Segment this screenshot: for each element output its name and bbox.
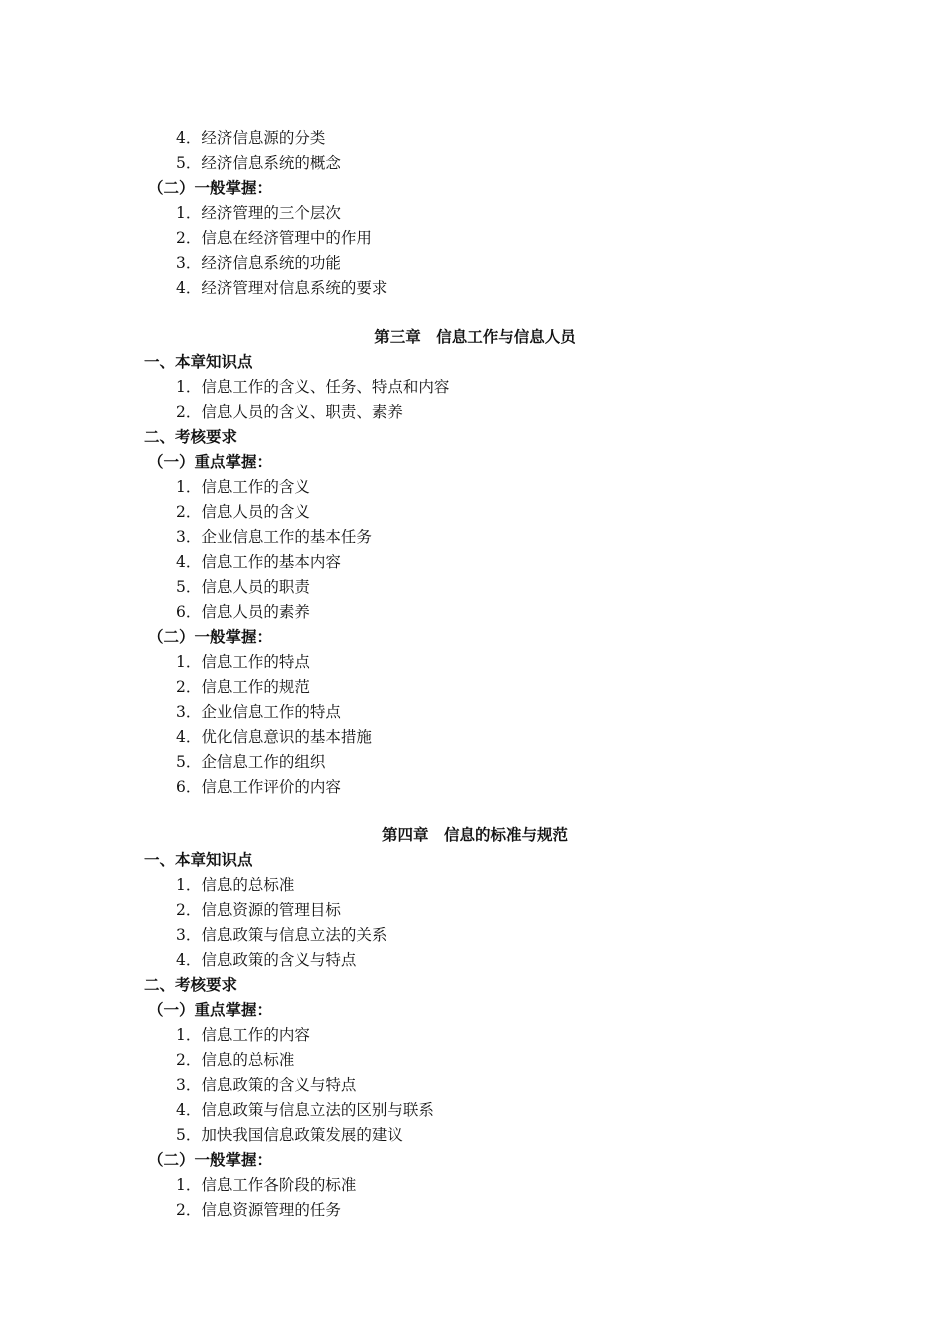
list-item: 3．信息政策与信息立法的关系	[176, 926, 388, 944]
list-item: 2．信息资源的管理目标	[176, 901, 341, 919]
general-mastery-heading: （二）一般掌握：	[148, 627, 273, 646]
list-item: 1．信息工作的内容	[176, 1026, 310, 1044]
list-item: 1．信息工作的特点	[176, 653, 310, 671]
list-item: 2．信息在经济管理中的作用	[176, 229, 372, 247]
list-item: 1．经济管理的三个层次	[176, 204, 341, 222]
requirements-heading: 二、考核要求	[144, 427, 238, 446]
list-item: 1．信息工作的含义、任务、特点和内容	[176, 378, 450, 396]
requirements-heading: 二、考核要求	[144, 975, 238, 994]
list-item: 5．经济信息系统的概念	[176, 154, 341, 172]
general-mastery-heading: （二）一般掌握：	[148, 178, 273, 197]
knowledge-points-heading: 一、本章知识点	[144, 352, 253, 371]
list-item: 1．信息工作各阶段的标准	[176, 1176, 357, 1194]
list-item: 2．信息资源管理的任务	[176, 1201, 341, 1219]
list-item: 4．经济信息源的分类	[176, 129, 326, 147]
list-item: 5．加快我国信息政策发展的建议	[176, 1126, 403, 1144]
key-mastery-heading: （一）重点掌握：	[148, 1000, 273, 1019]
list-item: 3．信息政策的含义与特点	[176, 1076, 357, 1094]
list-item: 6．信息工作评价的内容	[176, 778, 341, 796]
list-item: 5．企信息工作的组织	[176, 753, 326, 771]
chapter-title: 第三章 信息工作与信息人员	[374, 327, 576, 346]
list-item: 4．信息工作的基本内容	[176, 553, 341, 571]
list-item: 1．信息的总标准	[176, 876, 295, 894]
list-item: 2．信息人员的含义	[176, 503, 310, 521]
chapter-title: 第四章 信息的标准与规范	[381, 825, 568, 844]
knowledge-points-heading: 一、本章知识点	[144, 850, 253, 869]
list-item: 1．信息工作的含义	[176, 478, 310, 496]
list-item: 5．信息人员的职责	[176, 578, 310, 596]
general-mastery-heading: （二）一般掌握：	[148, 1150, 273, 1169]
key-mastery-heading: （一）重点掌握：	[148, 452, 273, 471]
list-item: 3．经济信息系统的功能	[176, 254, 341, 272]
list-item: 2．信息工作的规范	[176, 678, 310, 696]
list-item: 4．信息政策与信息立法的区别与联系	[176, 1101, 434, 1119]
list-item: 2．信息人员的含义、职责、素养	[176, 403, 403, 421]
list-item: 4．信息政策的含义与特点	[176, 951, 357, 969]
list-item: 4．经济管理对信息系统的要求	[176, 279, 388, 297]
list-item: 4．优化信息意识的基本措施	[176, 728, 372, 746]
list-item: 6．信息人员的素养	[176, 603, 310, 621]
list-item: 3．企业信息工作的特点	[176, 703, 341, 721]
list-item: 3．企业信息工作的基本任务	[176, 528, 372, 546]
list-item: 2．信息的总标准	[176, 1051, 295, 1069]
